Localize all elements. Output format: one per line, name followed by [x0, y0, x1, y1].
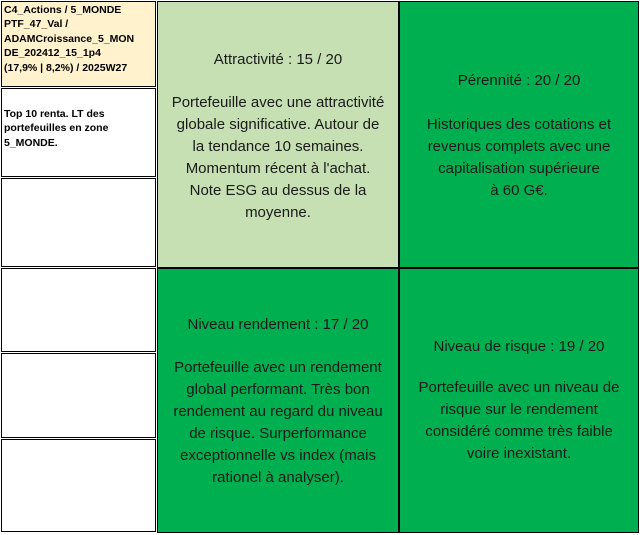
rendement-score: Niveau rendement : 17 / 20	[187, 316, 369, 333]
left-column	[0, 0, 157, 535]
risque-quadrant	[400, 269, 638, 532]
perennite-line: capitalisation supérieure	[438, 160, 600, 177]
risque-line: risque sur le rendement	[440, 401, 598, 418]
risque-line: considéré comme très faible	[425, 423, 613, 440]
portfolio-title-line: (17,9% | 8,2%) / 2025W27	[4, 61, 128, 74]
rendement-line: exceptionnelle vs index (mais	[180, 447, 376, 464]
empty-cell	[1, 353, 156, 438]
portfolio-title-line: PTF_47_Val /	[4, 18, 69, 31]
attractivite-line: Momentum récent à l'achat.	[185, 160, 371, 177]
perennite-description	[400, 114, 638, 202]
rendement-description	[158, 357, 398, 489]
perennite-line: Historiques des cotations et	[426, 116, 612, 133]
rendement-line: rendement au regard du niveau	[173, 403, 383, 420]
risque-line: voire inexistant.	[466, 445, 572, 462]
attractivite-line: Portefeuille avec une attractivité	[171, 94, 385, 111]
attractivite-line: moyenne.	[245, 204, 311, 221]
rendement-quadrant	[158, 269, 398, 532]
portfolio-description-line: Top 10 renta. LT des	[4, 108, 105, 120]
portfolio-description-line: 5_MONDE.	[4, 136, 58, 149]
attractivite-line: Note ESG au dessus de la	[189, 182, 367, 199]
empty-cell	[1, 439, 156, 532]
perennite-line: revenus complets avec une	[427, 138, 611, 155]
risque-line: Portefeuille avec un niveau de	[418, 379, 620, 396]
portfolio-title-line: DE_202412_15_1p4	[4, 47, 101, 60]
rendement-line: Portefeuille avec un rendement	[174, 359, 382, 376]
portfolio-description-line: portefeuilles en zone	[4, 122, 109, 135]
portfolio-title-line: ADAMCroissance_5_MON	[4, 32, 135, 45]
attractivite-quadrant	[158, 2, 398, 267]
attractivite-score: Attractivité : 15 / 20	[213, 51, 343, 68]
portfolio-title-cell	[1, 1, 156, 87]
empty-cell	[1, 178, 156, 267]
attractivite-line: la tendance 10 semaines.	[192, 138, 364, 155]
rendement-line: rationel à analyser).	[212, 469, 344, 486]
perennite-line: à 60 G€.	[490, 182, 548, 199]
rendement-line: de risque. Surperformance	[189, 425, 367, 442]
rendement-line: global performant. Très bon	[186, 381, 370, 398]
empty-cell	[1, 268, 156, 352]
attractivite-description	[158, 92, 398, 224]
perennite-quadrant	[400, 2, 638, 267]
risque-score: Niveau de risque : 19 / 20	[433, 338, 605, 355]
perennite-score: Pérennité : 20 / 20	[457, 72, 581, 89]
portfolio-description-cell	[1, 88, 156, 177]
portfolio-title-line: C4_Actions / 5_MONDE	[4, 4, 122, 16]
risque-description	[400, 377, 638, 465]
attractivite-line: globale significative. Autour de	[176, 116, 380, 133]
